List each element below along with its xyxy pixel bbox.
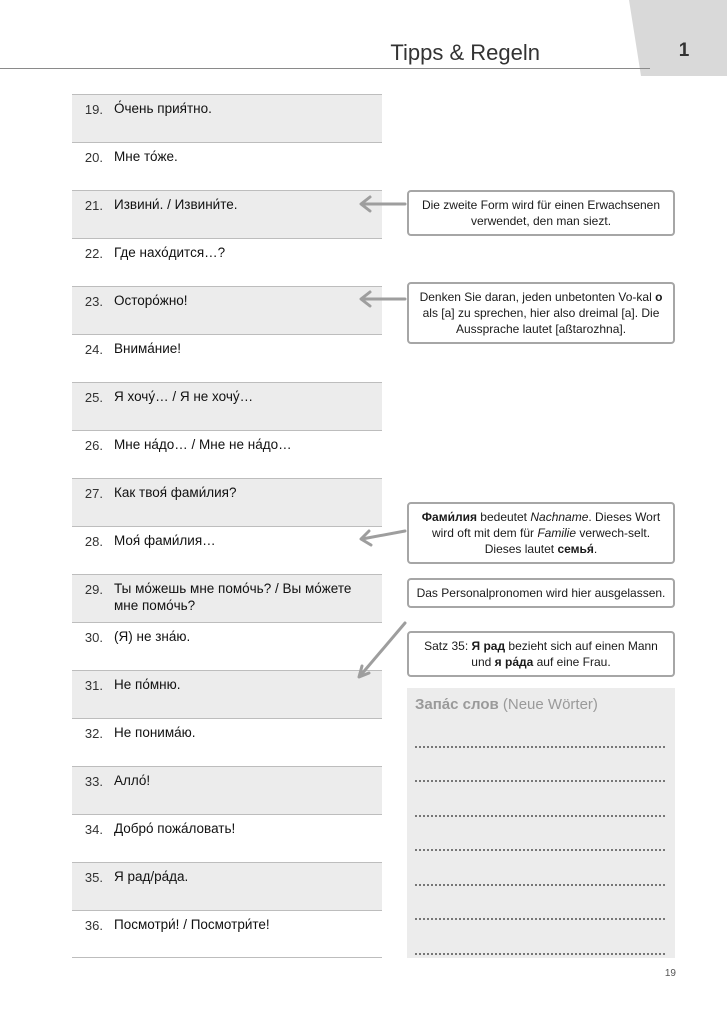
- note-text: Satz 35:: [424, 639, 472, 653]
- arrow-icon: [359, 623, 405, 677]
- writing-line[interactable]: [415, 875, 665, 886]
- note-bold: семья́: [557, 542, 594, 556]
- phrase-number: 30.: [84, 630, 103, 645]
- phrase-number: 23.: [84, 294, 103, 309]
- phrase-number: 20.: [84, 150, 103, 165]
- phrase-text: Алло́!: [114, 773, 151, 788]
- note-text: verwech-selt. Dieses lautet: [484, 526, 651, 556]
- phrase-text: Мне на́до… / Мне не на́до…: [114, 437, 292, 452]
- phrase-text: Не по́мню.: [114, 677, 181, 692]
- vocabulary-title-ru: Запа́с слов: [415, 696, 499, 713]
- phrase-text: Осторо́жно!: [114, 293, 188, 308]
- phrase-number: 29.: [84, 582, 103, 597]
- chapter-number: 1: [678, 40, 690, 61]
- note-text: auf eine Frau.: [533, 655, 611, 669]
- note-formal-form: Die zweite Form wird für einen Erwachsenen verwendet, den man siezt.: [407, 190, 675, 236]
- note-text: bezieht sich auf einen Mann und: [471, 639, 658, 669]
- phrase-number: 33.: [84, 774, 103, 789]
- phrase-number: 35.: [84, 870, 103, 885]
- page-title: Tipps & Regeln: [390, 40, 540, 65]
- note-text: .: [593, 542, 598, 556]
- phrase-text: (Я) не зна́ю.: [114, 629, 191, 644]
- note-unstressed-vowel: [407, 282, 675, 344]
- page-number: 19: [664, 968, 676, 979]
- phrase-number: 36.: [84, 918, 103, 933]
- note-text: bedeutet: [476, 510, 531, 524]
- phrase-number: 27.: [84, 486, 103, 501]
- phrase-number: 25.: [84, 390, 103, 405]
- vocabulary-title: [415, 696, 667, 713]
- phrase-number: 34.: [84, 822, 103, 837]
- vocabulary-box: [407, 688, 675, 958]
- phrase-number: 26.: [84, 438, 103, 453]
- note-text: . Dieses Wort wird oft mit dem für: [431, 510, 661, 540]
- note-italic: Familie: [537, 526, 576, 540]
- arrow-icon: [361, 197, 405, 211]
- note-rad-rada: [407, 631, 675, 677]
- writing-line[interactable]: [415, 944, 665, 955]
- phrase-text: О́чень прия́тно.: [114, 101, 212, 116]
- phrase-text: Извини́. / Извини́те.: [114, 197, 238, 212]
- phrase-text: Где нахо́дится…?: [114, 245, 226, 260]
- note-bold: o: [655, 290, 663, 304]
- phrase-text: Ты мо́жешь мне помо́чь? / Вы мо́жете мне помо́чь?: [114, 581, 352, 613]
- phrase-number: 28.: [84, 534, 103, 549]
- phrase-text: Я хочу́… / Я не хочу́…: [114, 389, 254, 404]
- phrase-text: Внима́ние!: [114, 341, 182, 356]
- phrase-number: 31.: [84, 678, 103, 693]
- arrow-icon: [361, 531, 405, 545]
- writing-line[interactable]: [415, 737, 665, 748]
- phrase-number: 24.: [84, 342, 103, 357]
- writing-line[interactable]: [415, 806, 665, 817]
- phrase-number: 32.: [84, 726, 103, 741]
- note-pronoun-omitted: Das Personalpronomen wird hier ausgelassen.: [407, 578, 675, 608]
- writing-line[interactable]: [415, 771, 665, 782]
- note-familiya: [407, 502, 675, 564]
- phrase-text: Как твоя́ фами́лия?: [114, 485, 237, 500]
- note-bold: Фами́лия: [421, 510, 477, 524]
- arrow-icon: [361, 292, 405, 306]
- phrase-text: Мне то́же.: [114, 149, 178, 164]
- phrase-text: Не понима́ю.: [114, 725, 196, 740]
- phrase-number: 21.: [84, 198, 103, 213]
- phrase-number: 19.: [84, 102, 103, 117]
- phrase-text: Я рад/ра́да.: [114, 869, 189, 884]
- note-text: Denken Sie daran, jeden unbetonten Vo-kal: [419, 290, 656, 304]
- vocabulary-title-de: (Neue Wörter): [498, 696, 598, 713]
- phrase-text: Добро́ пожа́ловать!: [114, 821, 236, 836]
- phrase-text: Посмотри́! / Посмотри́те!: [114, 917, 270, 932]
- note-bold: я ра́да: [494, 655, 534, 669]
- writing-line[interactable]: [415, 840, 665, 851]
- note-text: als [a] zu sprechen, hier also dreimal [a]. Die Aussprache lautet [aßtarozhna].: [422, 306, 660, 336]
- note-bold: Я рад: [471, 639, 506, 653]
- note-italic: Nachname: [530, 510, 589, 524]
- phrase-text: Моя́ фами́лия…: [114, 533, 216, 548]
- phrase-number: 22.: [84, 246, 103, 261]
- writing-line[interactable]: [415, 909, 665, 920]
